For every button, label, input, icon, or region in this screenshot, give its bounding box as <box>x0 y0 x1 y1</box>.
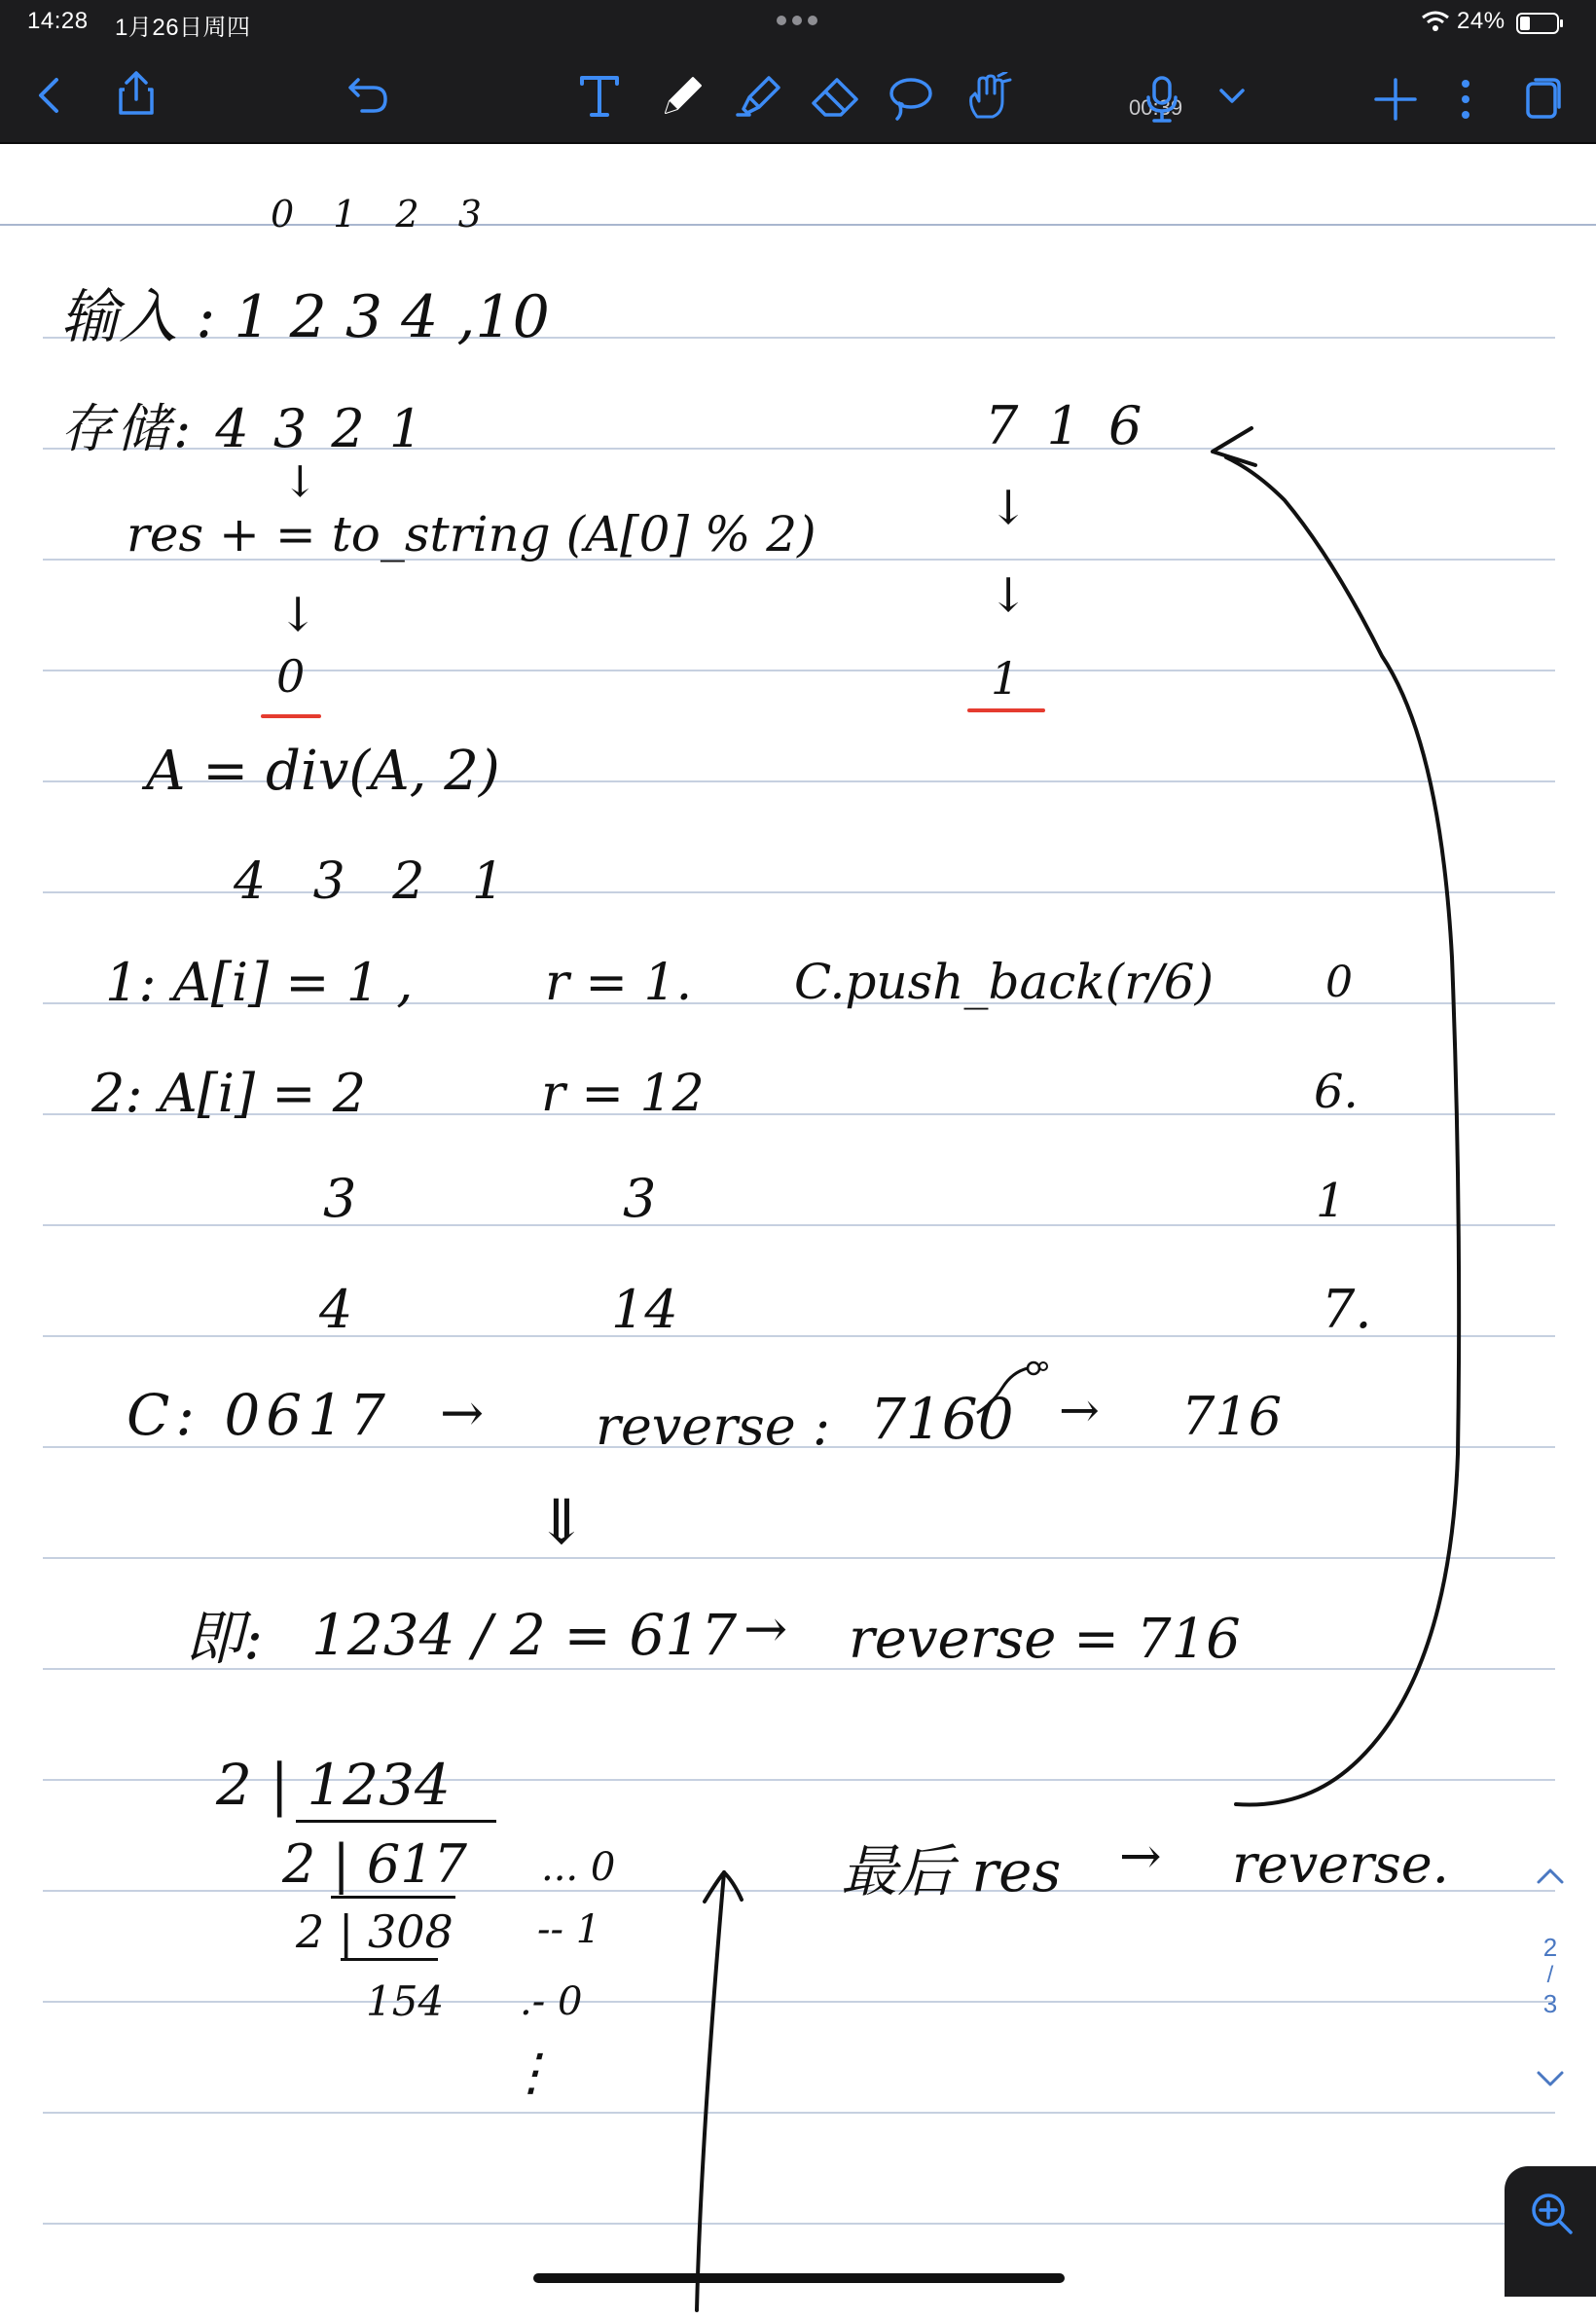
final-arrow: → <box>1119 1828 1162 1886</box>
c-column-value: 0 <box>1325 958 1353 1007</box>
repeat-digits: 4 3 2 1 <box>234 852 520 911</box>
page-down-chevron-icon[interactable] <box>1536 2069 1565 2093</box>
down-arrow: ↓ <box>989 568 1029 623</box>
c-line-result: 716 <box>1181 1386 1283 1447</box>
step3-a: 3 <box>323 1168 357 1229</box>
zoom-button[interactable] <box>1505 2166 1596 2297</box>
text-tool-icon[interactable] <box>578 72 621 119</box>
division-bar <box>331 1896 455 1899</box>
down-arrow: ↓ <box>282 457 318 507</box>
c-line-arrow: → <box>440 1382 485 1443</box>
page-separator: / <box>1546 1962 1554 1988</box>
index-line: 0 1 2 3 <box>271 193 495 236</box>
step1-label: 1: A[i] = 1 , <box>105 952 414 1013</box>
c-line-left: C: 0617 <box>127 1382 391 1448</box>
storage-right: 7 1 6 <box>985 395 1148 456</box>
division-remainder: ... 0 <box>541 1845 616 1890</box>
down-arrow: ↓ <box>989 481 1029 535</box>
multitask-dots-icon[interactable] <box>775 14 819 32</box>
share-icon[interactable] <box>115 70 158 117</box>
ji-line-expr: 1234 / 2 = 617 <box>311 1602 738 1668</box>
c-column-value: 6. <box>1314 1065 1359 1119</box>
home-indicator[interactable] <box>533 2273 1065 2283</box>
push-back: C.push_back(r/6) <box>794 954 1215 1010</box>
up-arrow <box>677 1853 765 2320</box>
pen-icon[interactable] <box>658 72 707 121</box>
chevron-down-icon[interactable] <box>1218 88 1246 105</box>
step4-a: 4 <box>319 1279 353 1340</box>
ruled-line <box>0 224 1596 226</box>
eraser-icon[interactable] <box>808 72 862 121</box>
undo-icon[interactable] <box>346 76 391 115</box>
hand-gesture-icon[interactable] <box>963 72 1014 123</box>
division-bar <box>341 1958 438 1961</box>
status-bar <box>0 0 1596 49</box>
lasso-icon[interactable] <box>886 74 936 123</box>
ruled-line <box>43 2001 1555 2003</box>
page-navigator <box>1516 1867 1584 2090</box>
division-remainder: -- 1 <box>537 1907 601 1952</box>
div-line: A = div(A, 2) <box>146 740 500 803</box>
result-one: 1 <box>991 652 1020 705</box>
c-line-reverse: reverse : <box>596 1396 831 1457</box>
ruled-line <box>43 2223 1555 2225</box>
red-underline <box>967 708 1045 712</box>
ji-line-arrow: → <box>744 1598 788 1659</box>
note-toolbar <box>0 49 1596 144</box>
c-column-value: 1 <box>1316 1174 1346 1228</box>
double-down-arrow: ⇓ <box>535 1487 588 1559</box>
division-row: 154 <box>366 1977 445 2025</box>
current-page-number: 2 <box>1542 1933 1558 1962</box>
result-zero: 0 <box>276 650 306 703</box>
division-row: 2 | 1234 <box>216 1752 451 1818</box>
division-remainder: .- 0 <box>520 1979 583 2024</box>
back-chevron-icon[interactable] <box>35 76 60 115</box>
status-time: 14:28 <box>27 8 89 34</box>
zoom-in-icon <box>1530 2192 1575 2241</box>
final-reverse: reverse. <box>1232 1833 1449 1895</box>
more-icon[interactable] <box>1460 78 1471 121</box>
red-underline <box>261 714 321 718</box>
loop-arrow <box>1197 335 1489 1814</box>
division-bar <box>296 1820 496 1823</box>
c-column-value: 7. <box>1322 1279 1372 1340</box>
battery-percent: 24% <box>1457 8 1505 34</box>
highlighter-icon[interactable] <box>732 72 782 121</box>
microphone-icon[interactable] <box>1144 76 1179 125</box>
recording-timer: 00:39 <box>1129 95 1183 120</box>
step3-r: 3 <box>623 1168 657 1229</box>
note-page[interactable] <box>0 144 1596 2297</box>
pages-icon[interactable] <box>1524 76 1563 121</box>
ji-line-label: 即: <box>185 1605 264 1673</box>
wifi-icon <box>1421 10 1450 38</box>
step4-r: 14 <box>611 1279 678 1340</box>
c-line-arrow2: → <box>1059 1382 1100 1438</box>
step1-r: r = 1. <box>545 954 693 1012</box>
division-row: 2 | 308 <box>296 1905 453 1958</box>
input-line: 输入 : 1 2 3 4 ,10 <box>60 283 550 351</box>
storage-line: 存储: 4 3 2 1 <box>60 398 427 459</box>
page-up-chevron-icon[interactable] <box>1536 1867 1565 1891</box>
step2-label: 2: A[i] = 2 <box>91 1063 367 1124</box>
division-row: 2 | 617 <box>282 1833 467 1895</box>
ruled-line <box>43 2112 1555 2114</box>
down-arrow: ↓ <box>278 588 318 642</box>
battery-icon <box>1516 12 1565 40</box>
scribble-mark <box>973 1359 1051 1422</box>
plus-icon[interactable] <box>1374 78 1417 121</box>
total-pages: 3 <box>1542 1989 1558 2018</box>
status-date: 1月26日周四 <box>115 15 251 41</box>
c-line-value: 7160 <box>870 1386 1014 1452</box>
step2-r: r = 12 <box>541 1065 705 1123</box>
final-note: 最后 res <box>841 1838 1062 1904</box>
ji-line-reverse: reverse = 716 <box>849 1608 1241 1671</box>
res-line: res + = to_string (A[0] % 2) <box>127 506 816 562</box>
division-ellipsis: ⋮ <box>506 2044 557 2102</box>
